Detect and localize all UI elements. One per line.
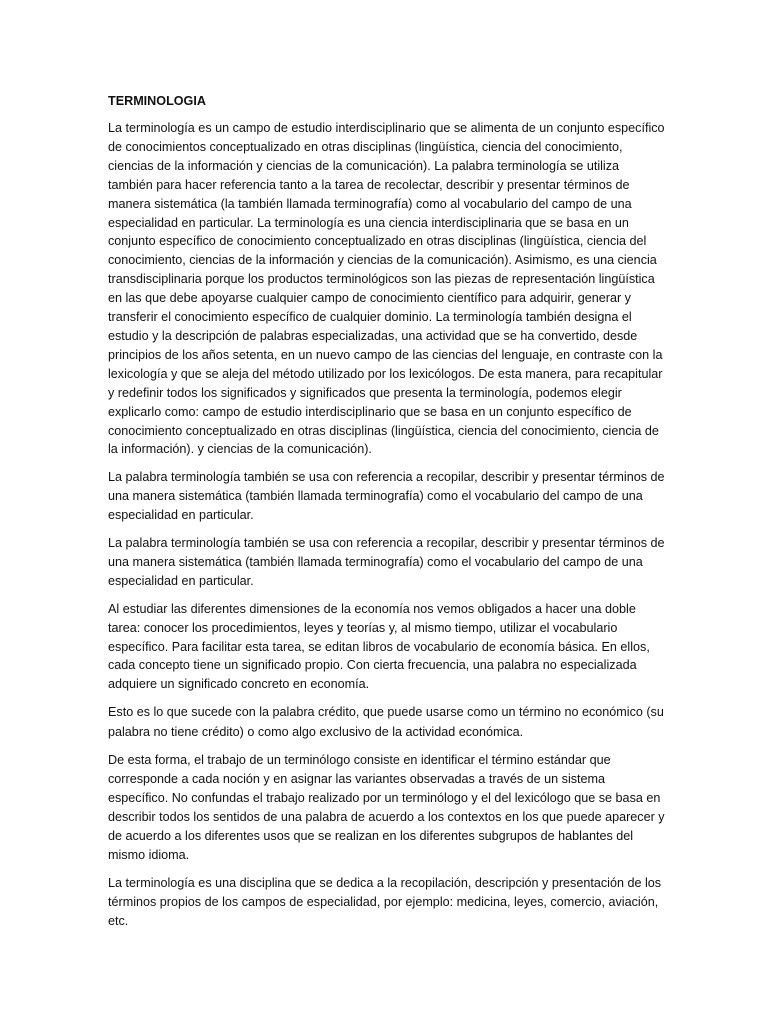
- paragraph-credit: Esto es lo que sucede con la palabra crédito, que puede usarse como un término no económico (su palabra no tiene crédito) o como algo exclusivo de la actividad económica.: [108, 705, 664, 739]
- paragraph-definition: La terminología es un campo de estudio interdisciplinario que se alimenta de un conjunto específico de conocimientos conceptualizado en otras disciplinas (lingüística, ciencia del conocimiento, ciencias de la información y ciencias de la comunicación). La palabra terminología se utiliza también para hacer referencia tanto a la tarea de recolectar, describir y presentar términos de manera sistemática (la también llamada terminografía) como al vocabulario del campo de una especialidad en particular. La terminología es una ciencia interdisciplinaria que se basa en un conjunto específico de conocimiento conceptualizado en otras disciplinas (lingüística, ciencia del conocimiento, ciencias de la información y ciencias de la comunicación). Asimismo, es una ciencia transdisciplinaria porque los productos terminológicos son las piezas de representación lingüística en las que debe apoyarse cualquier campo de conocimiento científico para adquirir, generar y transferir el conocimiento específico de cualquier dominio. La terminología también designa el estudio y la descripción de palabras especializadas, una actividad que se ha convertido, desde principios de los años setenta, en un nuevo campo de las ciencias del lenguaje, en contraste con la lexicología y que se aleja del método utilizado por los lexicólogos. De esta manera, para recapitular y redefinir todos los significados y significados que presenta la terminología, podemos elegir explicarlo como: campo de estudio interdisciplinario que se basa en un conjunto específico de conocimiento conceptualizado en otras disciplinas (lingüística, ciencia del conocimiento, ciencia de la información). y ciencias de la comunicación).: [108, 121, 665, 457]
- document-title: TERMINOLOGIA: [108, 94, 206, 108]
- paragraph-terminologist: De esta forma, el trabajo de un terminólogo consiste en identificar el término estándar que corresponde a cada noción y en asignar las variantes observadas a través de un sistema específico. No confundas el trabajo realizado por un terminólogo y el del lexicólogo que se basa en describir todos los sentidos de una palabra de acuerdo a los contextos en los que puede aparecer y de acuerdo a los diferentes usos que se realizan en los diferentes subgrupos de hablantes del mismo idioma.: [108, 753, 665, 862]
- document-page: [108, 92, 666, 940]
- paragraph-terminography-repeat: La palabra terminología también se usa con referencia a recopilar, describir y presentar términos de una manera sistemática (también llamada terminografía) como el vocabulario del campo de una especialidad en particular.: [108, 536, 665, 588]
- paragraph-economy: Al estudiar las diferentes dimensiones de la economía nos vemos obligados a hacer una doble tarea: conocer los procedimientos, leyes y teorías y, al mismo tiempo, utilizar el vocabulario específico. Para facilitar esta tarea, se editan libros de vocabulario de economía básica. En ellos, cada concepto tiene un significado propio. Con cierta frecuencia, una palabra no especializada adquiere un significado concreto en economía.: [108, 601, 650, 692]
- paragraph-discipline: La terminología es una disciplina que se dedica a la recopilación, descripción y presentación de los términos propios de los campos de especialidad, por ejemplo: medicina, leyes, comercio, aviación, etc.: [108, 875, 662, 928]
- paragraph-terminography: La palabra terminología también se usa con referencia a recopilar, describir y presentar términos de una manera sistemática (también llamada terminografía) como el vocabulario del campo de una especialidad en particular.: [108, 470, 665, 523]
